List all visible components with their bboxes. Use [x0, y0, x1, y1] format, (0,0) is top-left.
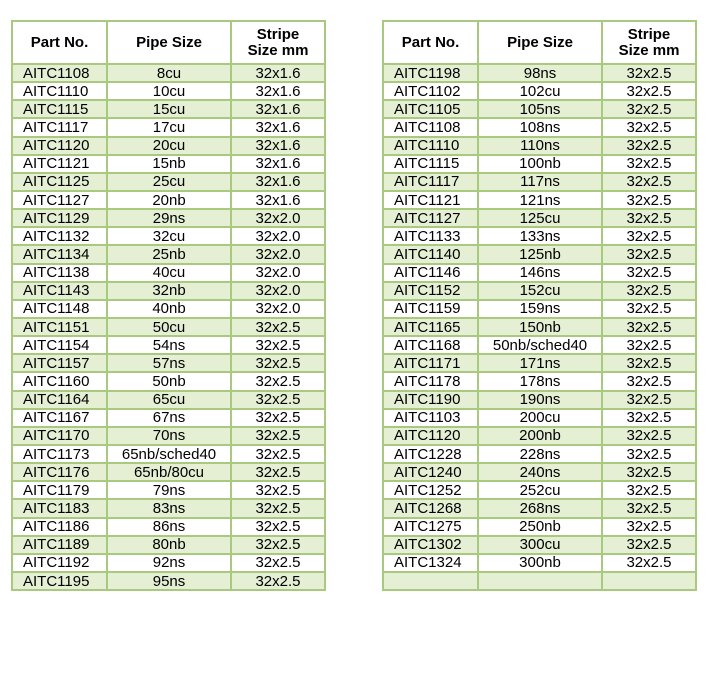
- pipe-size-cell: 8cu: [107, 64, 231, 82]
- stripe-size-cell: 32x2.0: [231, 245, 325, 263]
- part-number-cell: AITC1170: [12, 427, 107, 445]
- stripe-size-cell: 32x2.5: [602, 191, 696, 209]
- pipe-size-cell: 300cu: [478, 536, 602, 554]
- part-number-cell: AITC1110: [383, 137, 478, 155]
- part-number-cell: AITC1143: [12, 282, 107, 300]
- pipe-size-cell: [478, 572, 602, 590]
- part-number-cell: AITC1129: [12, 209, 107, 227]
- table-row: [12, 572, 325, 590]
- table-row: [383, 554, 696, 572]
- pipe-size-cell: 15nb: [107, 155, 231, 173]
- stripe-size-cell: 32x2.5: [231, 463, 325, 481]
- part-number-cell: AITC1121: [12, 155, 107, 173]
- stripe-size-cell: 32x2.5: [602, 82, 696, 100]
- pipe-size-cell: 65nb/80cu: [107, 463, 231, 481]
- part-number-cell: AITC1190: [383, 391, 478, 409]
- pipe-size-cell: 171ns: [478, 354, 602, 372]
- table-row: [383, 300, 696, 318]
- pipe-size-cell: 25cu: [107, 173, 231, 191]
- header-pipe-size: Pipe Size: [478, 21, 602, 64]
- stripe-size-cell: 32x2.5: [602, 354, 696, 372]
- stripe-size-cell: 32x2.0: [231, 264, 325, 282]
- table-row: [12, 82, 325, 100]
- pipe-size-cell: 50nb: [107, 372, 231, 390]
- pipe-size-cell: 80nb: [107, 536, 231, 554]
- table-row: [383, 336, 696, 354]
- part-number-cell: AITC1140: [383, 245, 478, 263]
- stripe-size-cell: 32x2.5: [602, 282, 696, 300]
- pipe-size-cell: 133ns: [478, 227, 602, 245]
- part-number-cell: AITC1127: [383, 209, 478, 227]
- part-number-cell: AITC1195: [12, 572, 107, 590]
- table-row: [383, 100, 696, 118]
- stripe-size-cell: 32x2.5: [602, 209, 696, 227]
- table-row: [383, 391, 696, 409]
- pipe-size-cell: 190ns: [478, 391, 602, 409]
- pipe-size-cell: 92ns: [107, 554, 231, 572]
- table-row: [383, 264, 696, 282]
- pipe-size-cell: 50cu: [107, 318, 231, 336]
- pipe-size-cell: 25nb: [107, 245, 231, 263]
- pipe-size-cell: 29ns: [107, 209, 231, 227]
- stripe-size-cell: 32x2.0: [231, 282, 325, 300]
- table-row: [12, 499, 325, 517]
- pipe-size-cell: 150nb: [478, 318, 602, 336]
- stripe-size-cell: 32x2.5: [602, 118, 696, 136]
- pipe-size-cell: 83ns: [107, 499, 231, 517]
- table-row: [383, 463, 696, 481]
- pipe-size-cell: 250nb: [478, 518, 602, 536]
- table-row: [383, 427, 696, 445]
- parts-table-left: [11, 20, 326, 591]
- part-number-cell: AITC1108: [12, 64, 107, 82]
- part-number-cell: AITC1148: [12, 300, 107, 318]
- pipe-size-cell: 67ns: [107, 409, 231, 427]
- stripe-size-cell: 32x2.5: [602, 391, 696, 409]
- table-row: [12, 300, 325, 318]
- pipe-size-cell: 95ns: [107, 572, 231, 590]
- stripe-size-cell: 32x2.0: [231, 300, 325, 318]
- part-number-cell: AITC1252: [383, 481, 478, 499]
- table-row: [383, 518, 696, 536]
- part-number-cell: AITC1186: [12, 518, 107, 536]
- stripe-size-cell: 32x1.6: [231, 100, 325, 118]
- stripe-size-cell: 32x2.5: [602, 372, 696, 390]
- table-row: [383, 481, 696, 499]
- part-number-cell: AITC1164: [12, 391, 107, 409]
- table-row: [383, 82, 696, 100]
- pipe-size-cell: 32nb: [107, 282, 231, 300]
- pipe-size-cell: 159ns: [478, 300, 602, 318]
- part-number-cell: AITC1138: [12, 264, 107, 282]
- table-row: [12, 481, 325, 499]
- part-number-cell: AITC1176: [12, 463, 107, 481]
- table-row: [12, 100, 325, 118]
- table-row: [383, 282, 696, 300]
- part-number-cell: AITC1117: [383, 173, 478, 191]
- pipe-size-cell: 32cu: [107, 227, 231, 245]
- table-row: [12, 554, 325, 572]
- pipe-size-cell: 40nb: [107, 300, 231, 318]
- pipe-size-cell: 40cu: [107, 264, 231, 282]
- part-number-cell: AITC1160: [12, 372, 107, 390]
- table-row: [383, 245, 696, 263]
- stripe-size-cell: 32x2.5: [602, 445, 696, 463]
- pipe-size-cell: 240ns: [478, 463, 602, 481]
- stripe-size-cell: 32x2.5: [231, 372, 325, 390]
- part-number-cell: AITC1117: [12, 118, 107, 136]
- pipe-size-cell: 17cu: [107, 118, 231, 136]
- part-number-cell: AITC1173: [12, 445, 107, 463]
- stripe-size-cell: 32x2.5: [231, 427, 325, 445]
- stripe-size-cell: 32x2.5: [602, 137, 696, 155]
- pipe-size-cell: 50nb/sched40: [478, 336, 602, 354]
- pipe-size-cell: 125nb: [478, 245, 602, 263]
- table-row: [383, 137, 696, 155]
- part-number-cell: AITC1228: [383, 445, 478, 463]
- header-stripe-size: Stripe Size mm: [602, 21, 696, 64]
- pipe-size-cell: 300nb: [478, 554, 602, 572]
- header-part-no: Part No.: [12, 21, 107, 64]
- table-row: [12, 245, 325, 263]
- pipe-size-cell: 110ns: [478, 137, 602, 155]
- table-row: [12, 391, 325, 409]
- stripe-size-cell: 32x2.5: [602, 100, 696, 118]
- stripe-size-cell: 32x2.5: [602, 427, 696, 445]
- stripe-size-cell: 32x2.5: [602, 64, 696, 82]
- part-number-cell: AITC1183: [12, 499, 107, 517]
- part-number-cell: AITC1192: [12, 554, 107, 572]
- part-number-cell: AITC1102: [383, 82, 478, 100]
- table-row: [383, 409, 696, 427]
- stripe-size-cell: 32x2.5: [602, 518, 696, 536]
- pipe-size-cell: 152cu: [478, 282, 602, 300]
- stripe-size-cell: 32x2.5: [602, 336, 696, 354]
- part-number-cell: AITC1127: [12, 191, 107, 209]
- pipe-size-cell: 200nb: [478, 427, 602, 445]
- table-row: [383, 227, 696, 245]
- table-row: [12, 282, 325, 300]
- table-row: [383, 209, 696, 227]
- part-number-cell: AITC1198: [383, 64, 478, 82]
- stripe-size-cell: [602, 572, 696, 590]
- header-part-no: Part No.: [383, 21, 478, 64]
- part-number-cell: AITC1324: [383, 554, 478, 572]
- stripe-size-cell: 32x1.6: [231, 82, 325, 100]
- part-number-cell: AITC1134: [12, 245, 107, 263]
- table-row: [12, 264, 325, 282]
- table-row: [12, 191, 325, 209]
- pipe-size-cell: 20nb: [107, 191, 231, 209]
- pipe-size-cell: 108ns: [478, 118, 602, 136]
- stripe-size-cell: 32x2.5: [231, 518, 325, 536]
- pipe-size-cell: 10cu: [107, 82, 231, 100]
- part-number-cell: AITC1110: [12, 82, 107, 100]
- pipe-size-cell: 102cu: [478, 82, 602, 100]
- part-number-cell: AITC1121: [383, 191, 478, 209]
- table-row: [383, 318, 696, 336]
- table-row: [12, 137, 325, 155]
- part-number-cell: AITC1151: [12, 318, 107, 336]
- stripe-size-cell: 32x2.0: [231, 227, 325, 245]
- stripe-size-cell: 32x2.5: [231, 536, 325, 554]
- table-row: [12, 64, 325, 82]
- part-number-cell: AITC1120: [12, 137, 107, 155]
- stripe-size-cell: 32x2.5: [602, 155, 696, 173]
- pipe-size-cell: 121ns: [478, 191, 602, 209]
- header-stripe-size: Stripe Size mm: [231, 21, 325, 64]
- part-number-cell: AITC1146: [383, 264, 478, 282]
- pipe-size-cell: 20cu: [107, 137, 231, 155]
- part-number-cell: AITC1132: [12, 227, 107, 245]
- pipe-size-cell: 86ns: [107, 518, 231, 536]
- stripe-size-cell: 32x1.6: [231, 191, 325, 209]
- pipe-size-cell: 146ns: [478, 264, 602, 282]
- stripe-size-cell: 32x2.5: [602, 554, 696, 572]
- part-number-cell: AITC1240: [383, 463, 478, 481]
- part-number-cell: [383, 572, 478, 590]
- table-row: [12, 336, 325, 354]
- table-row: [383, 118, 696, 136]
- pipe-size-cell: 125cu: [478, 209, 602, 227]
- part-number-cell: AITC1152: [383, 282, 478, 300]
- stripe-size-cell: 32x2.5: [602, 409, 696, 427]
- part-number-cell: AITC1159: [383, 300, 478, 318]
- part-number-cell: AITC1154: [12, 336, 107, 354]
- pipe-size-cell: 98ns: [478, 64, 602, 82]
- part-number-cell: AITC1179: [12, 481, 107, 499]
- stripe-size-cell: 32x1.6: [231, 155, 325, 173]
- stripe-size-cell: 32x2.5: [231, 445, 325, 463]
- part-number-cell: AITC1157: [12, 354, 107, 372]
- table-row: [12, 209, 325, 227]
- pipe-size-cell: 54ns: [107, 336, 231, 354]
- part-number-cell: AITC1189: [12, 536, 107, 554]
- table-row: [383, 445, 696, 463]
- pipe-size-cell: 105ns: [478, 100, 602, 118]
- pipe-size-cell: 65cu: [107, 391, 231, 409]
- table-row: [12, 173, 325, 191]
- stripe-size-cell: 32x1.6: [231, 173, 325, 191]
- pipe-size-cell: 15cu: [107, 100, 231, 118]
- part-number-cell: AITC1120: [383, 427, 478, 445]
- table-row: [383, 155, 696, 173]
- part-number-cell: AITC1115: [12, 100, 107, 118]
- part-number-cell: AITC1105: [383, 100, 478, 118]
- stripe-size-cell: 32x2.5: [602, 227, 696, 245]
- table-row: [12, 155, 325, 173]
- stripe-size-cell: 32x2.5: [231, 336, 325, 354]
- pipe-size-cell: 117ns: [478, 173, 602, 191]
- stripe-size-cell: 32x2.5: [231, 409, 325, 427]
- part-number-cell: AITC1133: [383, 227, 478, 245]
- stripe-size-cell: 32x2.5: [231, 572, 325, 590]
- table-header-row: [383, 21, 696, 64]
- part-number-cell: AITC1268: [383, 499, 478, 517]
- part-number-cell: AITC1115: [383, 155, 478, 173]
- pipe-size-cell: 57ns: [107, 354, 231, 372]
- table-row: [12, 227, 325, 245]
- header-pipe-size: Pipe Size: [107, 21, 231, 64]
- pipe-size-cell: 228ns: [478, 445, 602, 463]
- stripe-size-cell: 32x2.5: [602, 264, 696, 282]
- stripe-size-cell: 32x2.5: [602, 536, 696, 554]
- pipe-size-cell: 178ns: [478, 372, 602, 390]
- pipe-size-cell: 70ns: [107, 427, 231, 445]
- table-row: [12, 427, 325, 445]
- table-row: [383, 499, 696, 517]
- stripe-size-cell: 32x2.5: [602, 245, 696, 263]
- table-row: [383, 191, 696, 209]
- stripe-size-cell: 32x2.5: [602, 499, 696, 517]
- table-row: [12, 463, 325, 481]
- table-row: [12, 118, 325, 136]
- part-number-cell: AITC1167: [12, 409, 107, 427]
- pipe-size-cell: 65nb/sched40: [107, 445, 231, 463]
- table-row: [383, 173, 696, 191]
- table-row: [12, 318, 325, 336]
- stripe-size-cell: 32x2.5: [602, 300, 696, 318]
- table-row: [12, 409, 325, 427]
- table-row: [383, 536, 696, 554]
- pipe-size-cell: 200cu: [478, 409, 602, 427]
- stripe-size-cell: 32x2.5: [231, 499, 325, 517]
- table-row: [12, 536, 325, 554]
- stripe-size-cell: 32x1.6: [231, 64, 325, 82]
- table-row: [12, 445, 325, 463]
- table-header-row: [12, 21, 325, 64]
- pipe-size-cell: 100nb: [478, 155, 602, 173]
- stripe-size-cell: 32x2.5: [602, 318, 696, 336]
- stripe-size-cell: 32x2.5: [602, 463, 696, 481]
- pipe-size-cell: 79ns: [107, 481, 231, 499]
- part-number-cell: AITC1275: [383, 518, 478, 536]
- stripe-size-cell: 32x2.5: [231, 391, 325, 409]
- stripe-size-cell: 32x1.6: [231, 118, 325, 136]
- part-number-cell: AITC1103: [383, 409, 478, 427]
- part-number-cell: AITC1171: [383, 354, 478, 372]
- part-number-cell: AITC1125: [12, 173, 107, 191]
- parts-table-right: [382, 20, 697, 591]
- table-row: [12, 518, 325, 536]
- table-row: [12, 372, 325, 390]
- stripe-size-cell: 32x2.5: [602, 481, 696, 499]
- stripe-size-cell: 32x2.5: [231, 354, 325, 372]
- stripe-size-cell: 32x2.5: [231, 318, 325, 336]
- pipe-size-cell: 268ns: [478, 499, 602, 517]
- table-row: [383, 64, 696, 82]
- stripe-size-cell: 32x2.5: [231, 481, 325, 499]
- table-row: [383, 372, 696, 390]
- part-number-cell: AITC1165: [383, 318, 478, 336]
- stripe-size-cell: 32x2.5: [602, 173, 696, 191]
- part-number-cell: AITC1168: [383, 336, 478, 354]
- stripe-size-cell: 32x2.5: [231, 554, 325, 572]
- part-number-cell: AITC1302: [383, 536, 478, 554]
- part-number-cell: AITC1178: [383, 372, 478, 390]
- part-number-cell: AITC1108: [383, 118, 478, 136]
- stripe-size-cell: 32x1.6: [231, 137, 325, 155]
- table-row: [383, 572, 696, 590]
- pipe-size-cell: 252cu: [478, 481, 602, 499]
- table-row: [383, 354, 696, 372]
- stripe-size-cell: 32x2.0: [231, 209, 325, 227]
- table-row: [12, 354, 325, 372]
